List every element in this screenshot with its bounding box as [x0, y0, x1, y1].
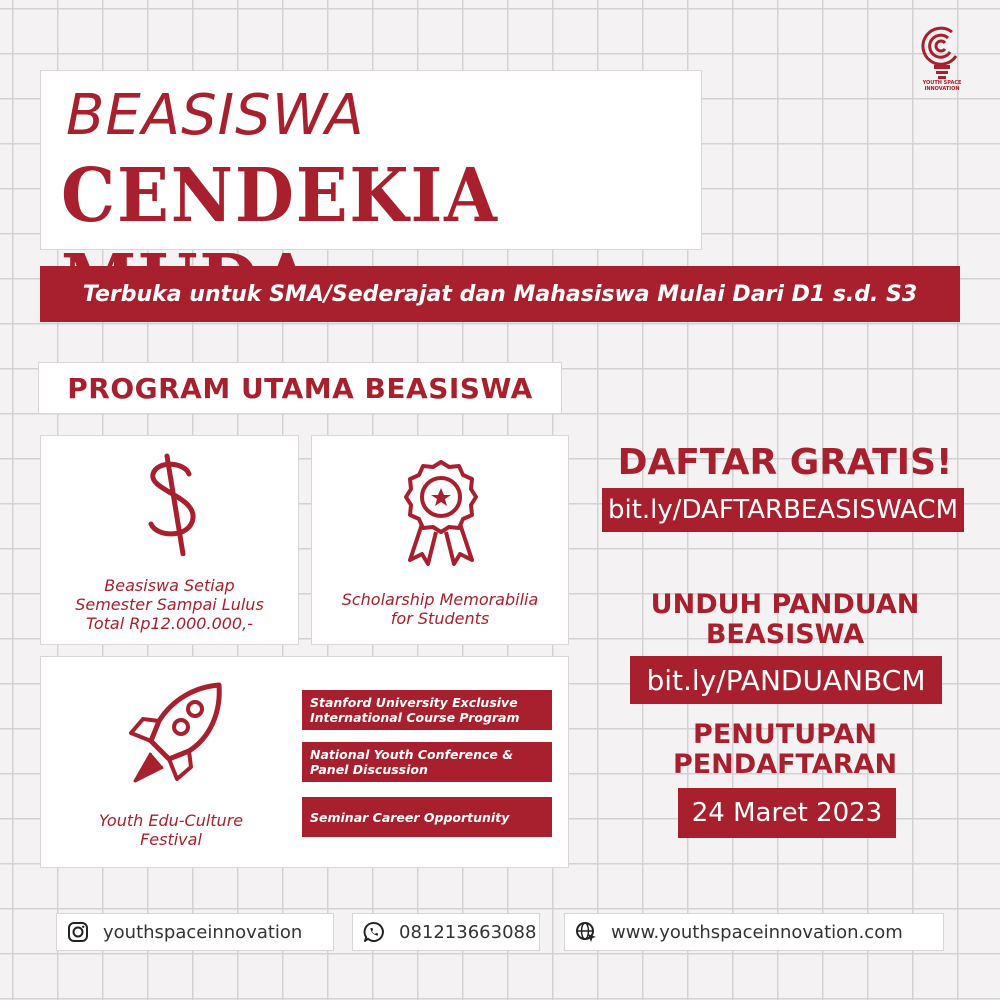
guide-heading	[590, 590, 980, 650]
caption-line: Total Rp12.000.000,-	[86, 614, 253, 633]
guide-heading-line: BEASISWA	[705, 619, 865, 650]
bulb-swirl-icon	[912, 18, 972, 80]
footer-whatsapp[interactable]	[352, 913, 540, 951]
instagram-handle: youthspaceinnovation	[103, 921, 303, 943]
instagram-icon	[67, 921, 89, 943]
footer-instagram[interactable]	[56, 913, 334, 951]
caption-line: Festival	[140, 830, 202, 849]
program-pill-seminar: Seminar Career Opportunity	[302, 797, 552, 837]
program-heading: PROGRAM UTAMA BEASISWA	[38, 362, 562, 414]
globe-cursor-icon	[575, 921, 597, 943]
title-main-heading: CENDEKIA	[61, 153, 499, 239]
website-url: www.youthspaceinnovation.com	[611, 921, 903, 943]
guide-link[interactable]: bit.ly/PANDUANBCM	[630, 656, 942, 704]
caption-line: Beasiswa Setiap	[104, 576, 235, 595]
benefit-caption	[312, 590, 568, 628]
rocket-icon	[125, 681, 225, 791]
benefit-caption	[41, 811, 301, 849]
title-subheading: BEASISWA	[66, 83, 365, 148]
eligibility-banner: Terbuka untuk SMA/Sederajat dan Mahasiswa Mulai Dari D1 s.d. S3	[40, 266, 960, 322]
benefit-card-scholarship	[40, 435, 299, 645]
closing-heading-line: PENUTUPAN	[693, 719, 877, 750]
whatsapp-icon	[363, 921, 385, 943]
whatsapp-number: 081213663088	[399, 921, 537, 943]
benefit-caption	[41, 576, 298, 633]
caption-line: Semester Sampai Lulus	[75, 595, 264, 614]
logo-wordmark: YOUTH SPACE INNOVATION	[922, 80, 962, 92]
caption-line: for Students	[390, 609, 490, 628]
closing-date: 24 Maret 2023	[678, 788, 896, 838]
register-link[interactable]: bit.ly/DAFTARBEASISWACM	[602, 488, 964, 532]
brand-logo	[912, 18, 972, 92]
register-heading: DAFTAR GRATIS!	[617, 442, 953, 483]
benefit-card-memorabilia	[311, 435, 569, 645]
caption-line: Youth Edu-Culture	[98, 811, 244, 830]
program-pill-stanford: Stanford University Exclusive International Course Program	[302, 690, 552, 730]
footer-website[interactable]	[564, 913, 944, 951]
dollar-sign-icon	[137, 446, 207, 556]
guide-heading-line: UNDUH PANDUAN	[650, 589, 920, 620]
closing-heading-line: PENDAFTARAN	[672, 749, 898, 780]
closing-heading	[590, 720, 980, 780]
program-pill-conference: National Youth Conference & Panel Discussion	[302, 742, 552, 782]
medal-ribbon-icon	[396, 458, 486, 568]
caption-line: Scholarship Memorabilia	[341, 590, 539, 609]
title-card	[40, 70, 702, 250]
